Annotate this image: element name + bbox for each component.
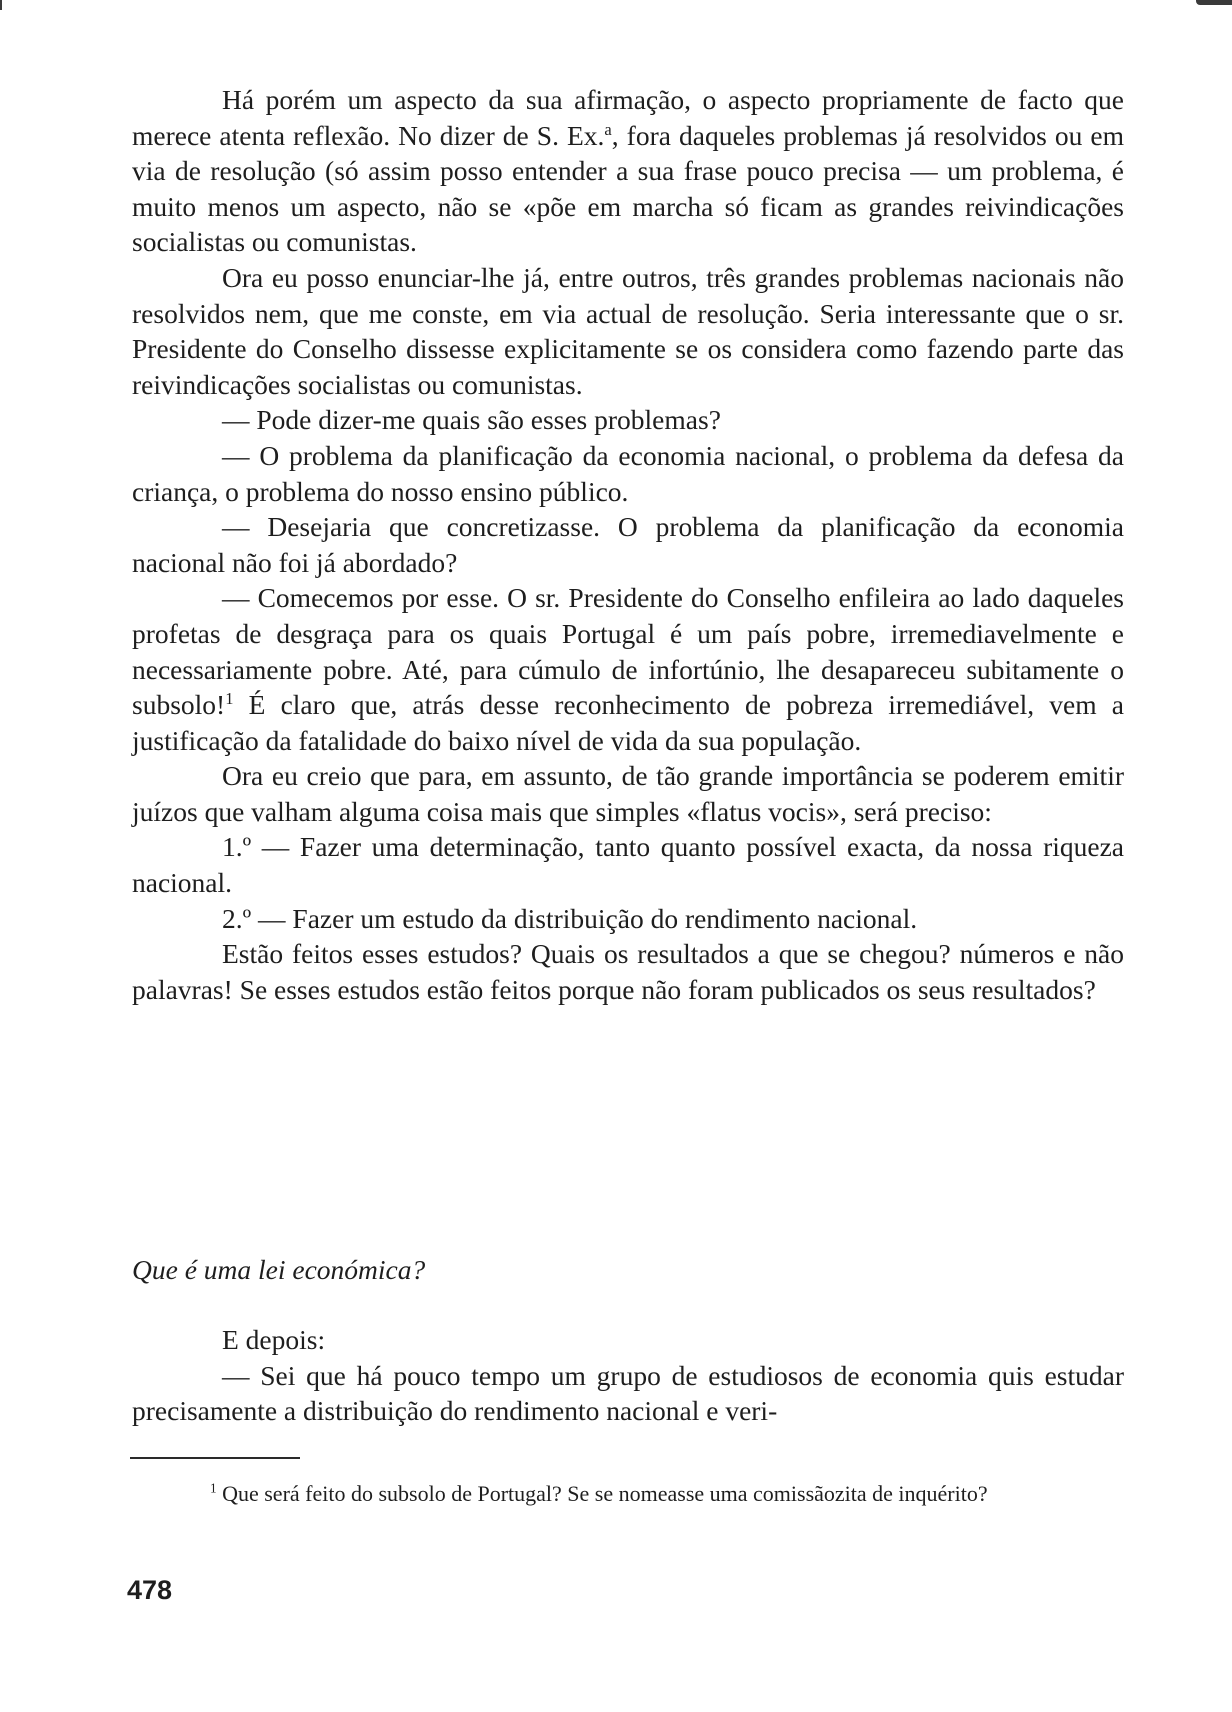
paragraph-6 <box>132 580 1124 758</box>
scan-edge-mark <box>0 0 2 10</box>
paragraph-6-text-a: — Comecemos por esse. O sr. Presidente do Conselho enfileira ao lado daqueles profetas de desgraça para os quais Portugal é um país pobre, irremediavelmente e necessariamente pobre. Até, para cúmulo de infortúnio, lhe desapareceu subitamente o subsolo! <box>132 582 1124 721</box>
paragraph-8: 1.º — Fazer uma determinação, tanto quanto possível exacta, da nossa riqueza nacional. <box>132 831 1124 899</box>
superscript-a: a <box>604 119 612 139</box>
page-number: 478 <box>127 1575 173 1605</box>
footnote-reference: 1 <box>225 688 234 708</box>
paragraph-11: E depois: <box>222 1324 326 1355</box>
paragraph-10: Estão feitos esses estudos? Quais os resultados a que se chegou? números e não palavras! Se esses estudos estão feitos porque não foram publicados os seus resultados? <box>132 938 1124 1005</box>
paragraph-9: 2.º — Fazer um estudo da distribuição do rendimento nacional. <box>222 902 918 934</box>
paragraph-2: Ora eu posso enunciar-lhe já, entre outros, três grandes problemas nacionais não resolvidos nem, que me conste, em via actual de resolução. Seria interessante que o sr. Presidente do Conselho dissesse explicitamente se os considera como fazendo parte das reivindicações socialistas ou comunistas. <box>132 261 1124 400</box>
main-text-block <box>132 82 1124 1007</box>
paragraph-1-text-a: Há porém um aspecto da sua afirmação, o aspecto propriamente de facto que merece atenta reflexão. No dizer de S. Ex. <box>132 84 1124 151</box>
section-heading: Que é uma lei económica? <box>132 1254 426 1285</box>
paragraph-4: — O problema da planificação da economia nacional, o problema da defesa da criança, o problema do nosso ensino público. <box>132 439 1124 507</box>
scan-corner-mark <box>1196 0 1232 5</box>
paragraph-1-text-b: , fora daqueles problemas já resolvidos ou em via de resolução (só assim posso entender a sua frase pouco precisa — um problema, é muito menos um aspecto, não se «põe em marcha só ficam as grandes reivindicações socialistas ou comunistas. <box>132 119 1124 258</box>
footnote-text: Que será feito do subsolo de Portugal? Se se nomeasse uma comissãozita de inquérito? <box>216 1481 988 1506</box>
paragraph-1 <box>132 82 1124 260</box>
footnote-divider <box>130 1457 300 1459</box>
footnote-marker: 1 <box>210 1480 217 1496</box>
footnote <box>132 1480 1124 1508</box>
paragraph-12: — Sei que há pouco tempo um grupo de estudiosos de economia quis estudar precisamente a distribuição do rendimento nacional e veri- <box>132 1359 1124 1427</box>
section-text-block <box>132 1322 1124 1429</box>
paragraph-3: — Pode dizer-me quais são esses problemas? <box>222 404 721 436</box>
paragraph-7: Ora eu creio que para, em assunto, de tão grande importância se poderem emitir juízos que valham alguma coisa mais que simples «flatus vocis», será preciso: <box>132 760 1124 827</box>
paragraph-6-text-b: É claro que, atrás desse reconhecimento de pobreza irremediável, vem a justificação da fatalidade do baixo nível de vida da sua população. <box>132 689 1124 756</box>
paragraph-5: — Desejaria que concretizasse. O problema da planificação da economia nacional não foi já abordado? <box>132 511 1124 578</box>
